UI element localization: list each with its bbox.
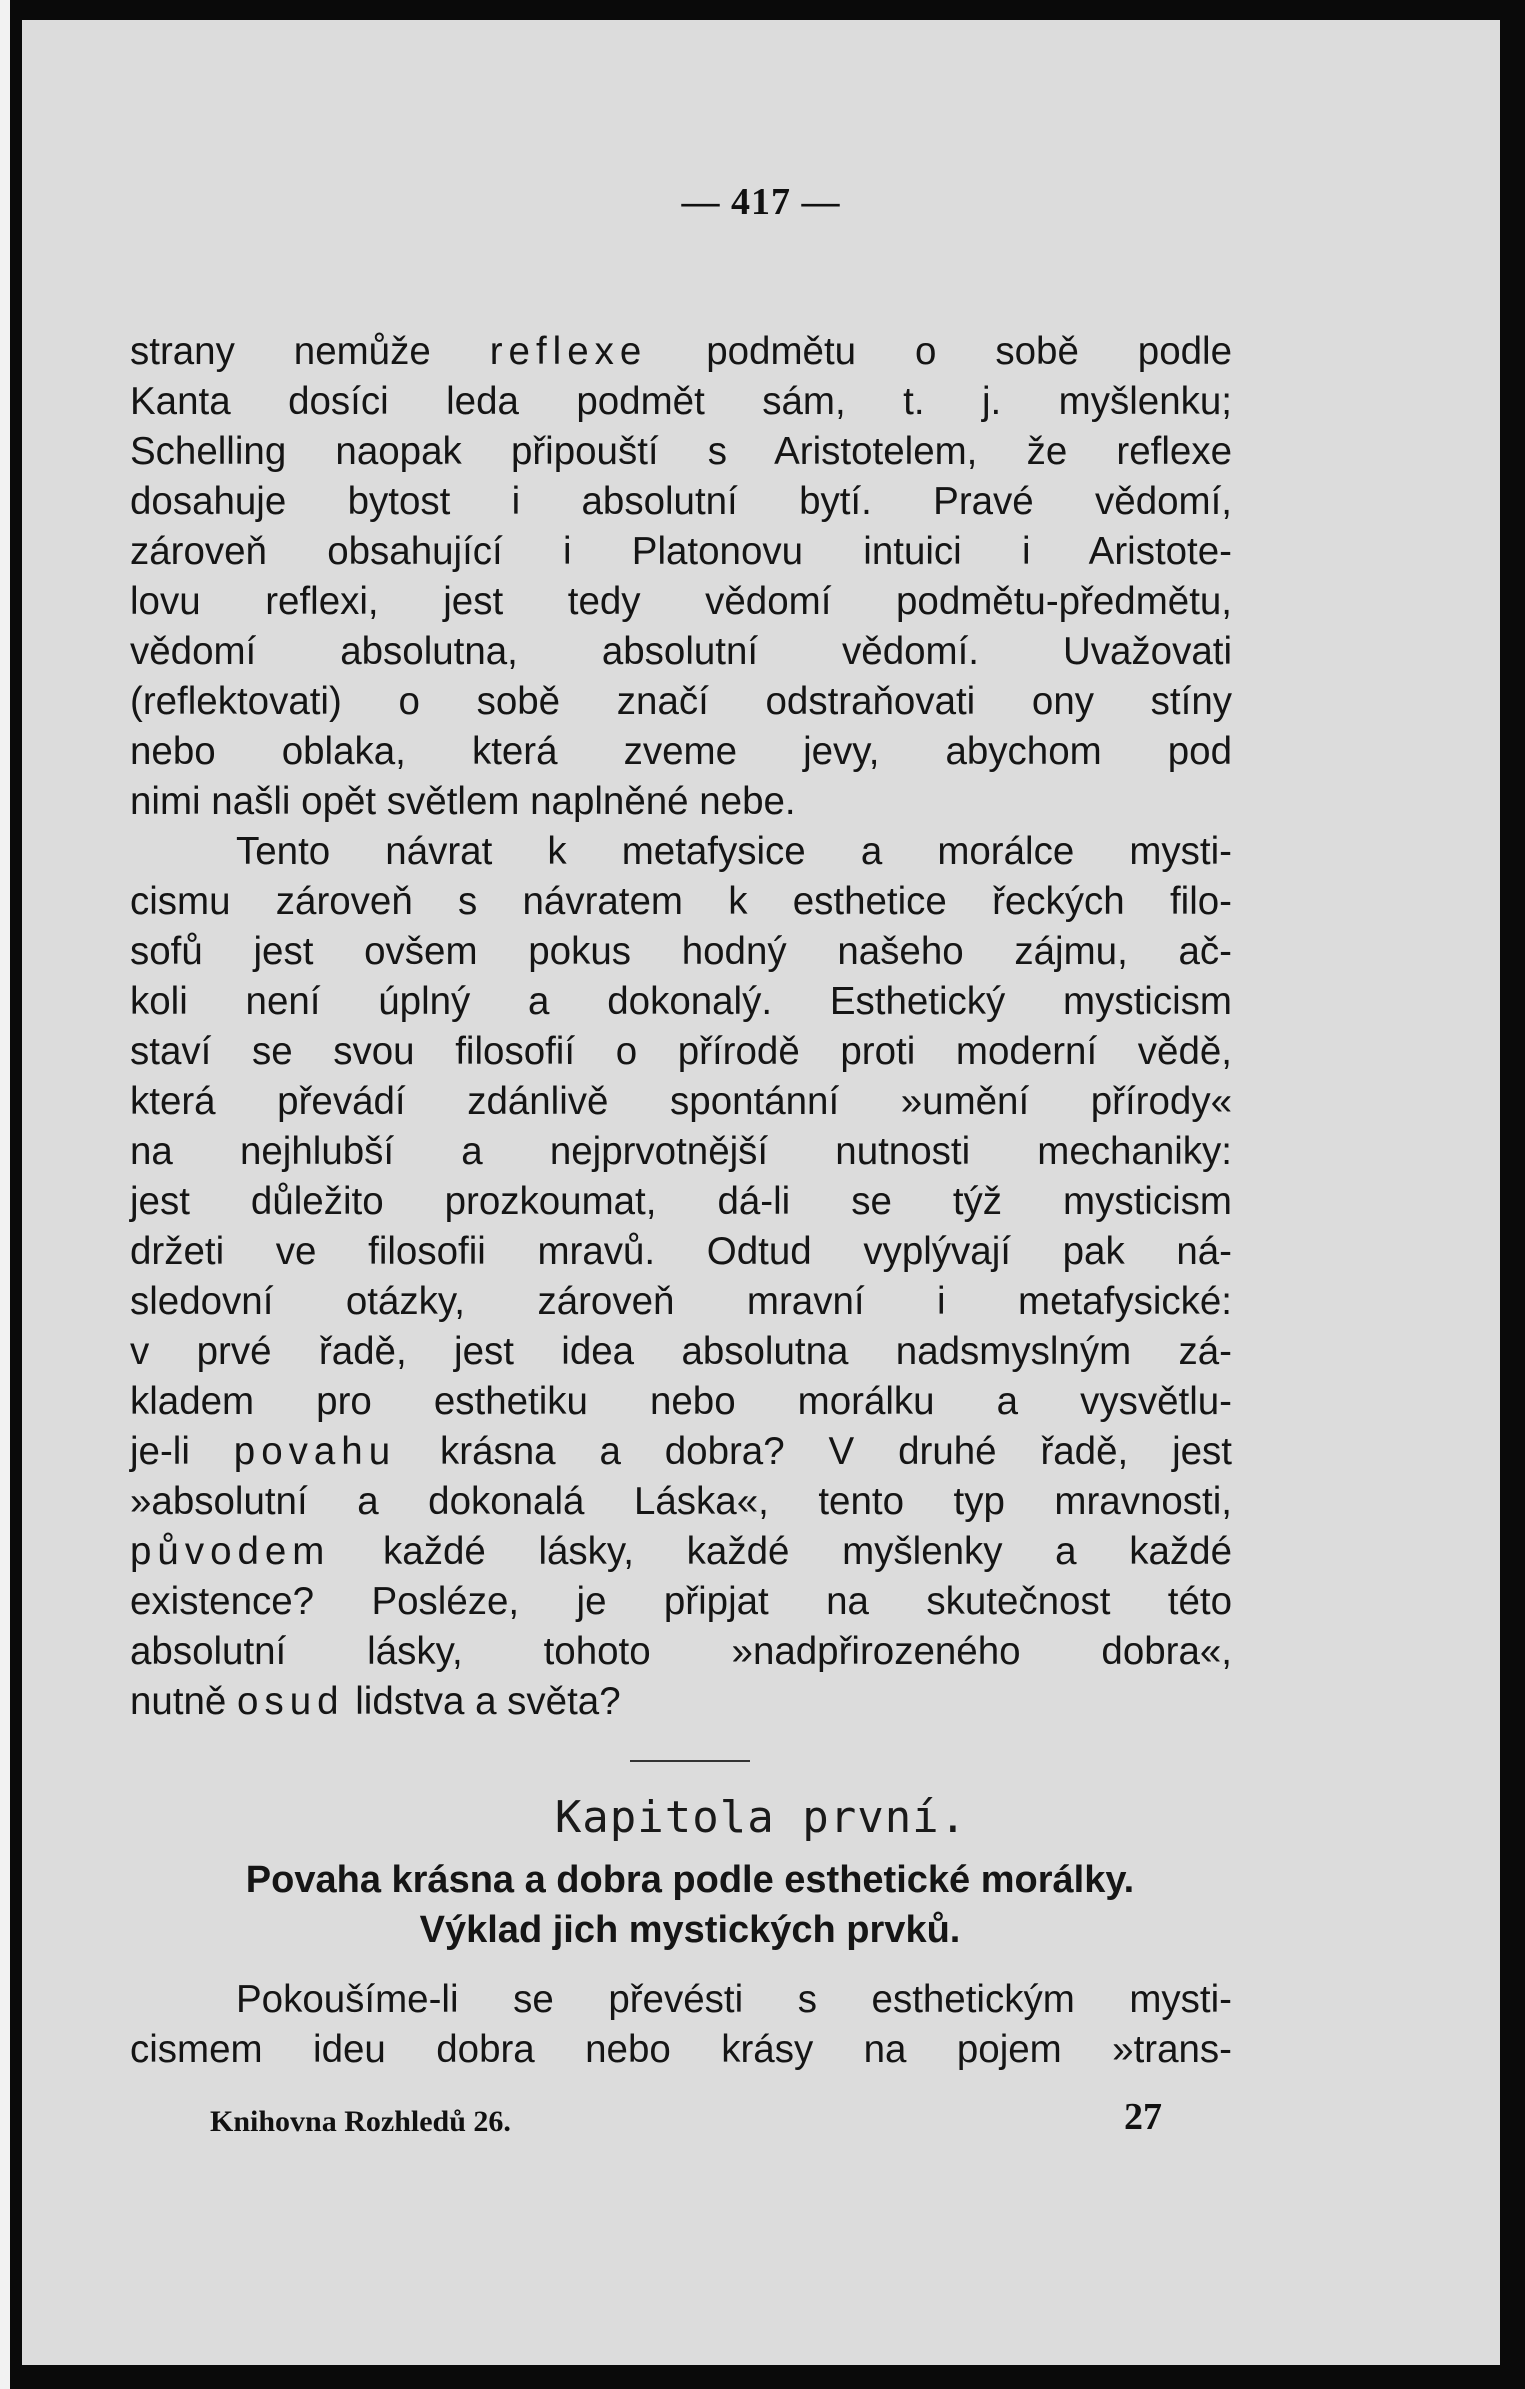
text-segment: existence? Posléze, je připjat na skutečnost této [130, 1580, 1232, 1623]
paragraph-2 [130, 827, 1232, 1727]
text-segment: podmětu o sobě podle [647, 330, 1233, 373]
text-segment: sledovní otázky, zároveň mravní i metafysické: [130, 1280, 1232, 1323]
paragraph-3 [130, 1975, 1232, 2075]
text-segment: vědomí absolutna, absolutní vědomí. Uvažovati [130, 630, 1232, 673]
text-segment: cismu zároveň s návratem k esthetice řeckých filo- [130, 880, 1232, 923]
text-line [130, 1377, 1232, 1427]
text-line [130, 877, 1232, 927]
text-line [130, 427, 1232, 477]
text-segment: sofů jest ovšem pokus hodný našeho zájmu, ač- [130, 930, 1232, 973]
text-line [130, 627, 1232, 677]
text-line [130, 1975, 1232, 2025]
text-line [130, 1127, 1232, 1177]
text-line [130, 677, 1232, 727]
text-segment: krásna a dobra? V druhé řadě, jest [396, 1430, 1232, 1473]
text-line [130, 727, 1232, 777]
text-segment: staví se svou filosofií o přírodě proti moderní vědě, [130, 1030, 1232, 1073]
emphasized-word: osud [237, 1680, 345, 1723]
text-line [130, 1427, 1232, 1477]
text-line [130, 1627, 1232, 1677]
text-line [130, 1477, 1232, 1527]
text-segment: jest důležito prozkoumat, dá-li se týž mysticism [130, 1180, 1232, 1223]
text-segment: kladem pro esthetiku nebo morálku a vysvětlu- [130, 1380, 1232, 1423]
text-line [130, 377, 1232, 427]
text-line [130, 1027, 1232, 1077]
text-line [130, 477, 1232, 527]
text-line [130, 977, 1232, 1027]
footer-signature-number: 27 [1124, 2096, 1162, 2138]
emphasized-word: povahu [233, 1430, 397, 1473]
chapter-subtitle [130, 1855, 1250, 1955]
text-segment: nimi našli opět světlem naplněné nebe. [130, 780, 796, 823]
text-segment: dosahuje bytost i absolutní bytí. Pravé vědomí, [130, 480, 1232, 523]
text-line [130, 927, 1232, 977]
text-segment: lidstva a světa? [344, 1680, 621, 1723]
text-segment: která převádí zdánlivě spontánní »umění přírody« [130, 1080, 1232, 1123]
text-segment: v prvé řadě, jest idea absolutna nadsmyslným zá- [130, 1330, 1232, 1373]
paragraph-1 [130, 327, 1232, 827]
section-divider [630, 1760, 750, 1762]
text-line [130, 1577, 1232, 1627]
book-page [22, 20, 1500, 2365]
text-line [130, 827, 1232, 877]
text-segment: Schelling naopak připouští s Aristotelem, že reflexe [130, 430, 1232, 473]
text-line [130, 1527, 1232, 1577]
text-segment: Pokoušíme-li se převésti s esthetickým mysti- [236, 1978, 1232, 2021]
text-line [130, 1227, 1232, 1277]
text-line [130, 777, 1232, 827]
text-segment: zároveň obsahující i Platonovu intuici i Aristote- [130, 530, 1232, 573]
text-line [130, 1277, 1232, 1327]
text-segment: koli není úplný a dokonalý. Esthetický mysticism [130, 980, 1232, 1023]
text-line [130, 1077, 1232, 1127]
text-segment: strany nemůže [130, 330, 490, 373]
scan-edge [0, 0, 10, 2389]
text-line [130, 327, 1232, 377]
text-line [130, 527, 1232, 577]
text-segment: nutně [130, 1680, 238, 1723]
text-segment: na nejhlubší a nejprvotnější nutnosti mechaniky: [130, 1130, 1232, 1173]
text-segment: Tento návrat k metafysice a morálce mysti- [236, 830, 1232, 873]
footer-series-label: Knihovna Rozhledů 26. [210, 2105, 511, 2138]
text-line [130, 577, 1232, 627]
emphasized-word: původem [130, 1530, 331, 1573]
text-line [130, 2025, 1232, 2075]
text-line [130, 1677, 1232, 1727]
text-segment: je-li [130, 1430, 234, 1473]
text-segment: držeti ve filosofii mravů. Odtud vyplývají pak ná- [130, 1230, 1232, 1273]
page-number: — 417 — [681, 181, 841, 223]
chapter-subtitle-line-2: Výklad jich mystických prvků. [419, 1909, 961, 1951]
text-segment: cismem ideu dobra nebo krásy na pojem »trans- [130, 2028, 1232, 2071]
text-segment: každé lásky, každé myšlenky a každé [330, 1530, 1232, 1573]
text-segment: Kanta dosíci leda podmět sám, t. j. myšlenku; [130, 380, 1232, 423]
text-segment: (reflektovati) o sobě značí odstraňovati ony stíny [130, 680, 1232, 723]
emphasized-word: reflexe [489, 330, 648, 373]
text-line [130, 1177, 1232, 1227]
text-segment: »absolutní a dokonalá Láska«, tento typ mravnosti, [130, 1480, 1232, 1523]
chapter-subtitle-line-1: Povaha krásna a dobra podle esthetické morálky. [245, 1859, 1135, 1901]
text-segment: lovu reflexi, jest tedy vědomí podmětu-předmětu, [130, 580, 1232, 623]
text-segment: nebo oblaka, která zveme jevy, abychom pod [130, 730, 1232, 773]
text-segment: absolutní lásky, tohoto »nadpřirozeného dobra«, [130, 1630, 1232, 1673]
chapter-title: Kapitola první. [554, 1792, 968, 1843]
text-line [130, 1327, 1232, 1377]
